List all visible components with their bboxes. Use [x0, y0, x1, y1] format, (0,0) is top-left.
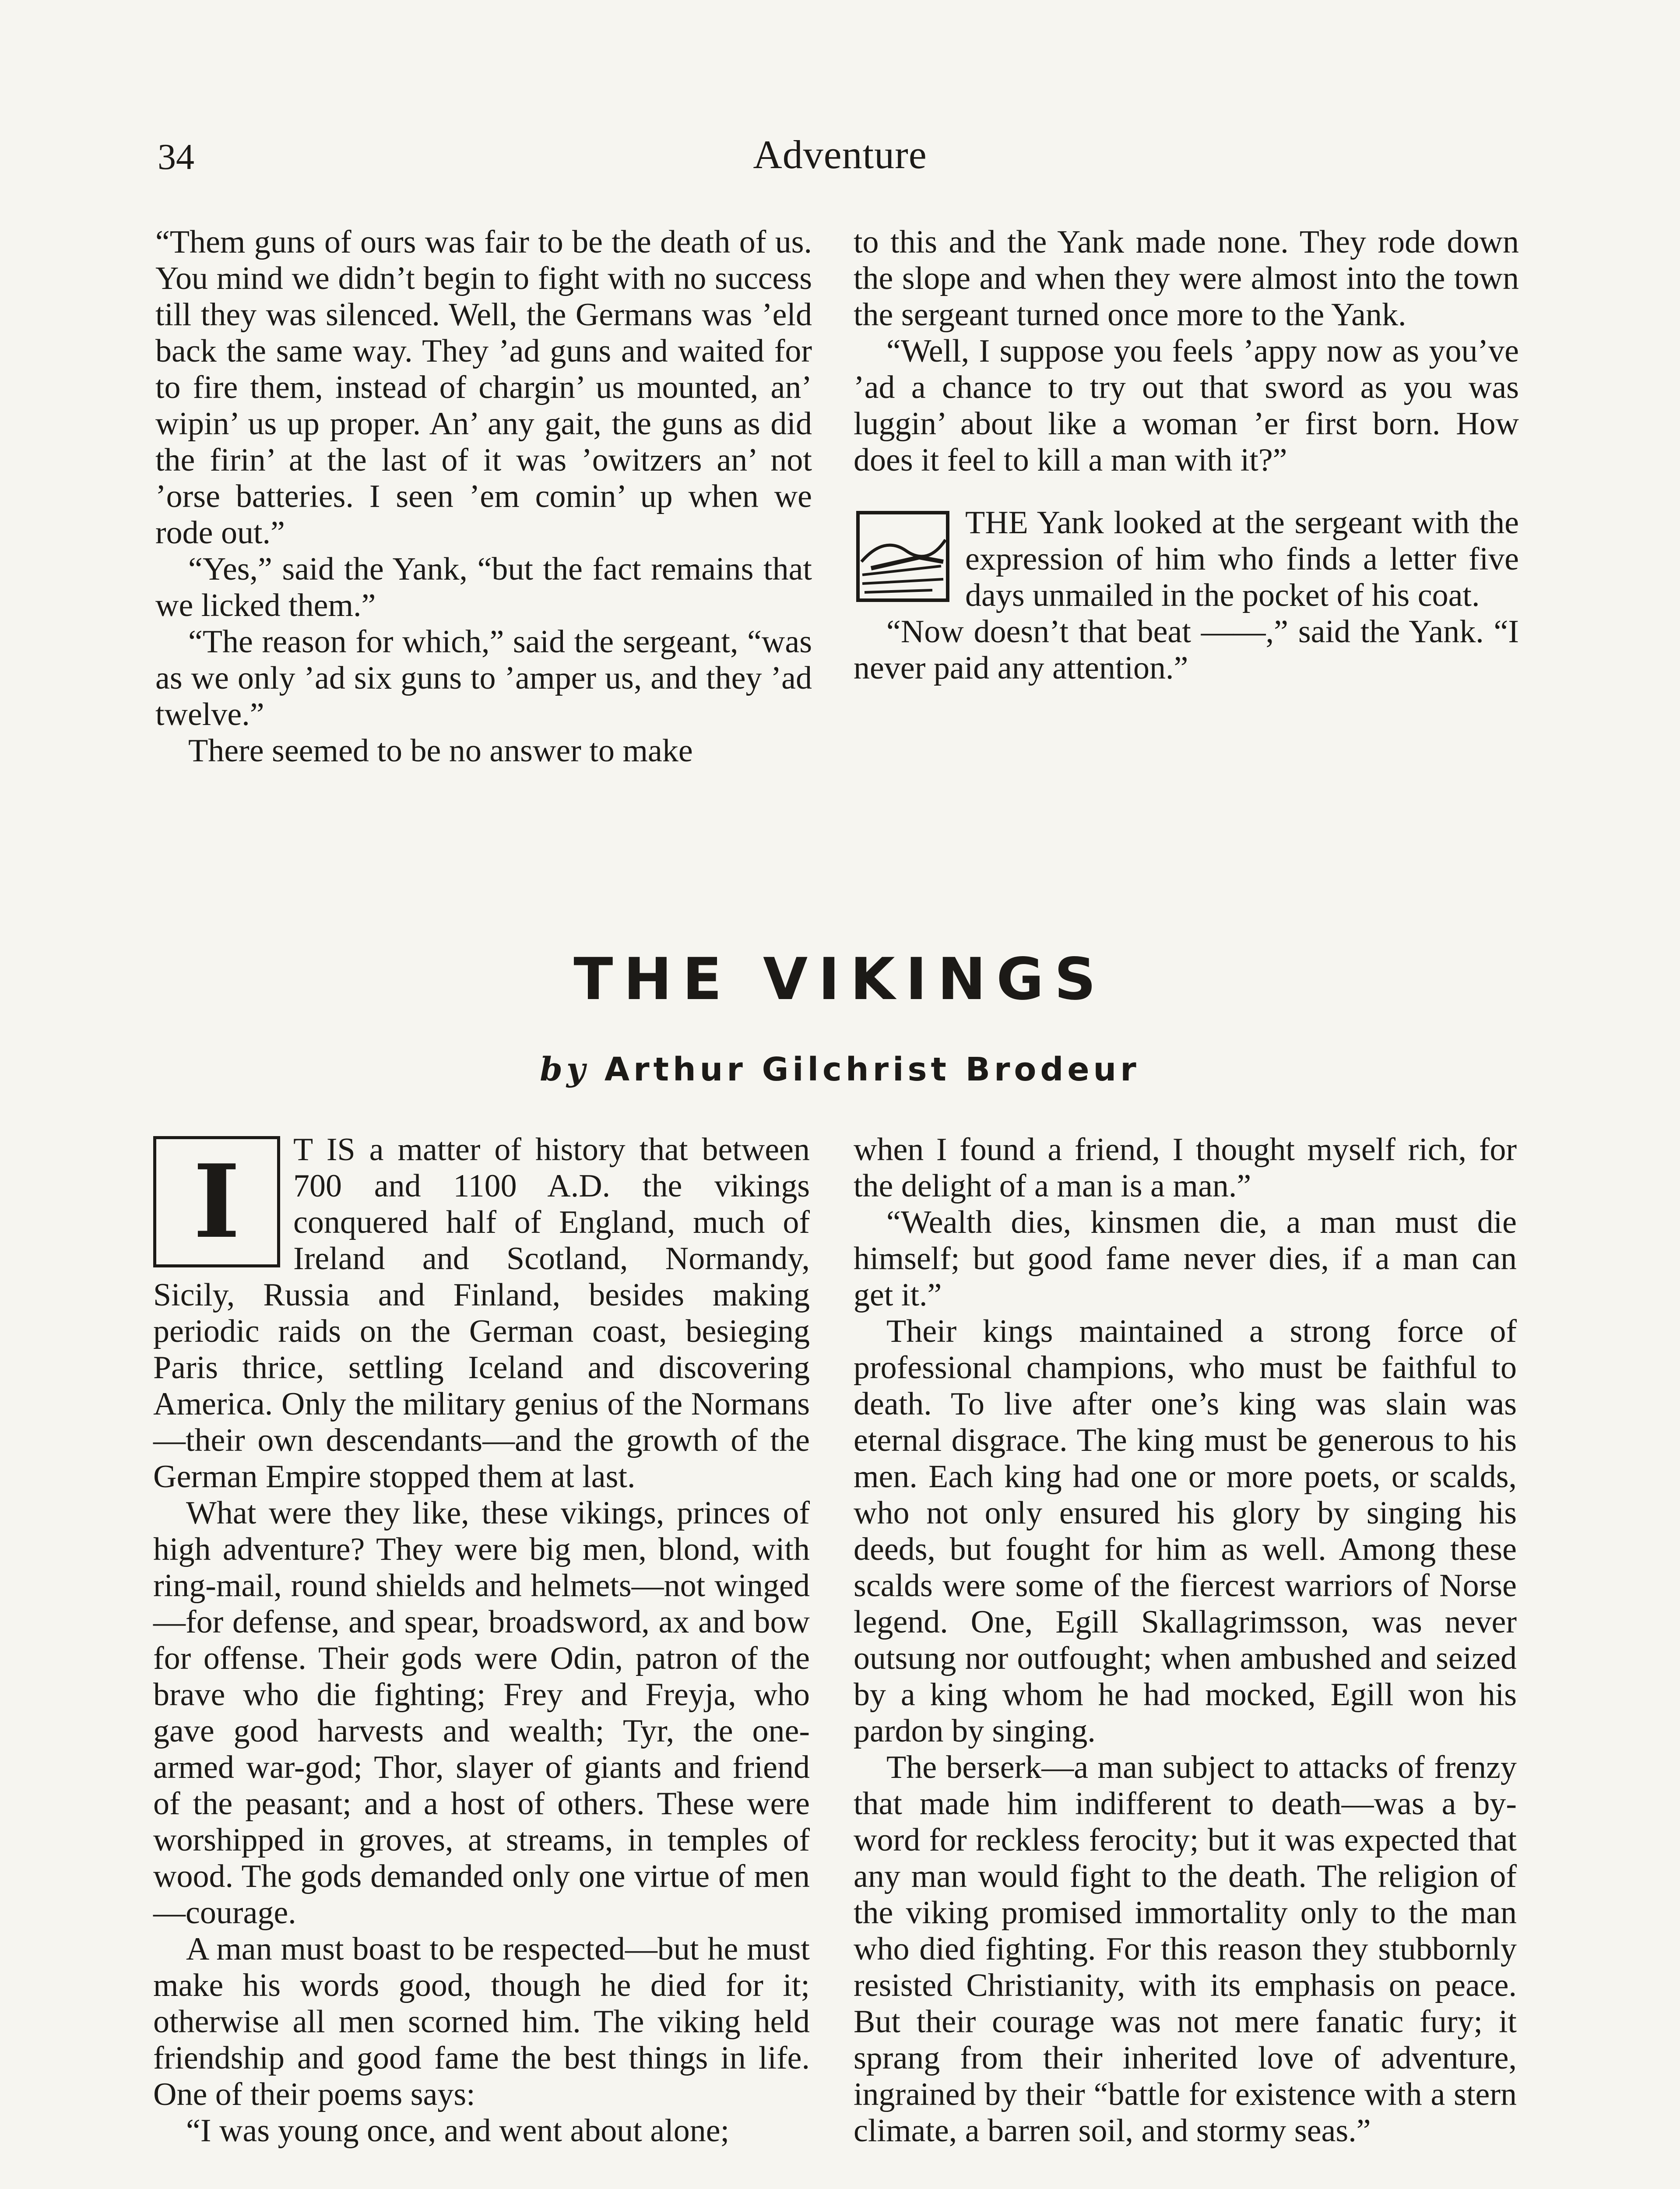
- paragraph: “Now doesn’t that beat ——,” said the Yank. “I never paid any attention.”: [854, 614, 1519, 686]
- author-name: Arthur Gilchrist Brodeur: [604, 1051, 1140, 1088]
- paragraph: “I was young once, and went about alone;: [186, 2113, 730, 2149]
- article-right-column: [854, 1132, 1517, 2149]
- byline-prefix: by: [540, 1051, 590, 1088]
- paragraph: when I found a friend, I thought myself rich, for the delight of a man is a man.”: [854, 1132, 1517, 1204]
- top-story-left-column: [155, 224, 812, 769]
- paragraph: “Them guns of ours was fair to be the death of us. You mind we didn’t begin to fight with no success till they was silenced. Well, the Germans was ’eld back the same way. They ’ad guns and waited for to fire them, instead of chargin’ us mounted, an’ wipin’ us up proper. An’ any gait, the guns as did the firin’ at the last of it was ’owitzers an’ not ’orse batteries. I seen ’em comin’ up when we rode out.”: [155, 224, 812, 551]
- paragraph: “The reason for which,” said the sergeant, “was as we only ’ad six guns to ’amper us, and they ’ad twelve.”: [155, 624, 812, 732]
- paragraph: What were they like, these vikings, princes of high adventure? They were big men, blond, with ring-mail, round shields and helmets—not winged—for defense, and spear, broadsword, ax and bow for offense. Their gods were Odin, patron of the brave who die fighting; Frey and Freyja, who gave good harvests and wealth; Tyr, the one-armed war-god; Thor, slayer of giants and friend of the peasant; and a host of others. These were worshipped in groves, at streams, in temples of wood. The gods demanded only one virtue of men—courage.: [153, 1495, 810, 1931]
- page-number: 34: [158, 137, 194, 177]
- article-title: THE VIKINGS: [573, 946, 1107, 1013]
- paragraph: A man must boast to be respected—but he must make his words good, though he died for it; otherwise all men scorned him. The viking held friendship and good fame the best things in life. One of their poems says:: [153, 1931, 810, 2112]
- landscape-ornament-icon: [854, 509, 952, 605]
- running-head: Adventure: [753, 132, 927, 177]
- drop-cap: I: [153, 1136, 280, 1267]
- paragraph: T IS a matter of history that between 700 and 1100 A.D. the vikings conquered half of England, much of Ireland and Scotland, Normandy, Sicily, Russia and Finland, besides making periodic raids on the German coast, besieging Paris thrice, settling Iceland and discovering America. Only the military genius of the Normans—their own descendants—and the growth of the German Empire stopped them at last.: [153, 1132, 810, 1495]
- article-left-column: [153, 1132, 810, 2149]
- paragraph: There seemed to be no answer to make: [188, 733, 693, 769]
- paragraph: “Well, I suppose you feels ’appy now as you’ve ’ad a chance to try out that sword as you was luggin’ about like a woman ’er first born. How does it feel to kill a man with it?”: [854, 333, 1519, 478]
- paragraph: to this and the Yank made none. They rode down the slope and when they were almost into the town the sergeant turned once more to the Yank.: [854, 224, 1519, 333]
- paragraph: THE Yank looked at the sergeant with the expression of him who finds a letter five days unmailed in the pocket of his coat.: [965, 505, 1519, 613]
- byline: [0, 1051, 1680, 1088]
- paragraph: The berserk—a man subject to attacks of frenzy that made him indifferent to death—was a by-word for reckless ferocity; but it was expected that any man would fight to the death. The religion of the viking promised immortality only to the man who died fighting. For this reason they stubbornly resisted Christianity, with its emphasis on peace. But their courage was not mere fanatic fury; it sprang from their inherited love of adventure, ingrained by their “battle for existence with a stern climate, a barren soil, and stormy seas.”: [854, 1749, 1517, 2149]
- paragraph: Their kings maintained a strong force of professional champions, who must be faithful to death. To live after one’s king was slain was eternal disgrace. The king must be generous to his men. Each king had one or more poets, or scalds, who not only ensured his glory by singing his deeds, but fought for him as well. Among these scalds were some of the fiercest warriors of Norse legend. One, Egill Skallagrimsson, was never outsung nor outfought; when ambushed and seized by a king whom he had mocked, Egill won his pardon by singing.: [854, 1313, 1517, 1749]
- top-story-right-column: [854, 224, 1519, 686]
- paragraph: “Wealth dies, kinsmen die, a man must die himself; but good fame never dies, if a man can get it.”: [854, 1204, 1517, 1313]
- paragraph: “Yes,” said the Yank, “but the fact remains that we licked them.”: [155, 551, 812, 623]
